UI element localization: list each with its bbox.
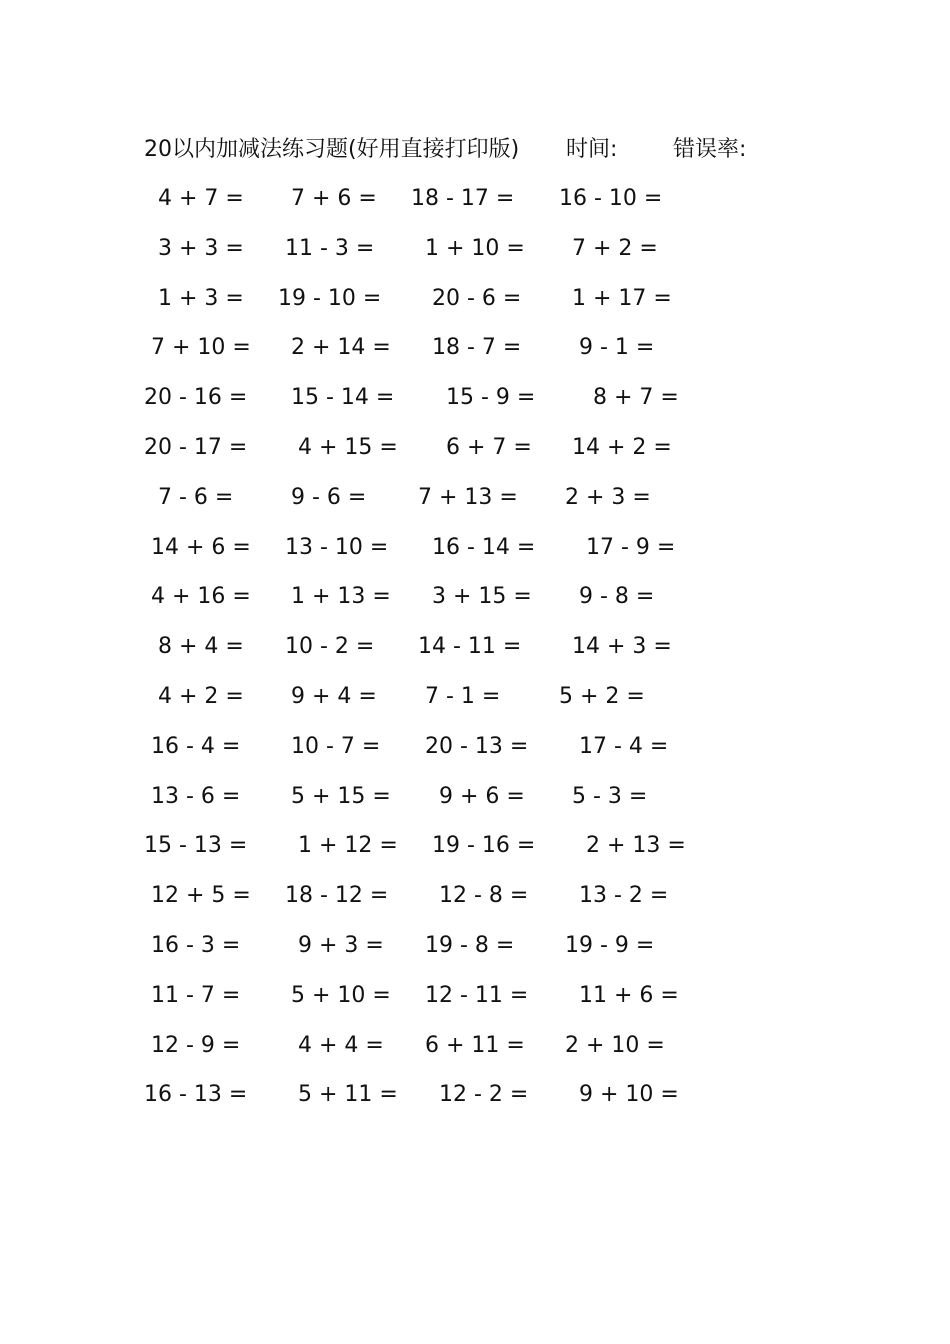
problem-item: 8 + 4 = [158, 634, 244, 660]
problem-item: 4 + 15 = [298, 435, 398, 460]
problem-item: 9 - 6 = [291, 484, 367, 510]
problem-item: 4 + 4 = [298, 1032, 384, 1058]
problem-item: 5 + 2 = [559, 684, 645, 709]
problem-item: 3 + 3 = [158, 235, 244, 261]
problem-item: 11 + 6 = [579, 982, 679, 1008]
problem-item: 7 + 10 = [151, 335, 251, 361]
problem-item: 14 + 3 = [572, 634, 672, 660]
problem-item: 10 - 7 = [291, 733, 381, 759]
problem-item: 17 - 4 = [579, 733, 669, 759]
problem-item: 20 - 16 = [144, 385, 248, 411]
problem-item: 8 + 7 = [593, 385, 679, 411]
problem-item: 12 + 5 = [151, 883, 251, 909]
problem-item: 1 + 12 = [298, 833, 398, 859]
problem-item: 18 - 17 = [411, 186, 515, 211]
problem-item: 9 - 1 = [579, 335, 655, 361]
problem-item: 2 + 10 = [565, 1032, 665, 1058]
problem-item: 20 - 17 = [144, 435, 248, 460]
problem-item: 9 + 10 = [579, 1082, 679, 1108]
problem-item: 15 - 14 = [291, 385, 395, 411]
problem-item: 1 + 13 = [291, 584, 391, 610]
problem-item: 15 - 9 = [446, 385, 536, 411]
problem-item: 4 + 16 = [151, 584, 251, 610]
problem-item: 13 - 6 = [151, 783, 241, 809]
problem-item: 16 - 13 = [144, 1082, 248, 1108]
problem-item: 7 + 6 = [291, 186, 377, 211]
problem-item: 5 + 10 = [291, 982, 391, 1008]
problem-item: 9 + 6 = [439, 783, 525, 809]
problem-item: 1 + 10 = [425, 235, 525, 261]
problem-item: 12 - 9 = [151, 1032, 241, 1058]
problem-item: 1 + 17 = [572, 285, 672, 311]
problem-item: 14 + 6 = [151, 534, 251, 560]
problem-item: 2 + 13 = [586, 833, 686, 859]
problem-item: 7 + 13 = [418, 484, 518, 510]
problem-item: 3 + 15 = [432, 584, 532, 610]
problem-item: 15 - 13 = [144, 833, 248, 859]
problem-item: 2 + 14 = [291, 335, 391, 361]
problem-item: 16 - 14 = [432, 534, 536, 560]
problem-item: 18 - 7 = [432, 335, 522, 361]
problem-item: 19 - 16 = [432, 833, 536, 859]
problem-item: 9 + 3 = [298, 933, 384, 958]
problem-item: 6 + 7 = [446, 435, 532, 460]
problem-item: 17 - 9 = [586, 534, 676, 560]
problem-item: 9 + 4 = [291, 684, 377, 709]
problem-item: 2 + 3 = [565, 484, 651, 510]
problem-item: 13 - 10 = [285, 534, 389, 560]
problem-item: 11 - 3 = [285, 235, 375, 261]
problem-item: 13 - 2 = [579, 883, 669, 909]
problem-item: 12 - 8 = [439, 883, 529, 909]
problem-item: 12 - 2 = [439, 1082, 529, 1108]
problem-item: 16 - 10 = [559, 186, 663, 211]
problem-item: 11 - 7 = [151, 982, 241, 1008]
problem-item: 20 - 6 = [432, 285, 522, 311]
worksheet-title: 20以内加减法练习题(好用直接打印版) [144, 137, 520, 162]
problem-item: 19 - 9 = [565, 933, 655, 958]
problem-item: 5 - 3 = [572, 783, 648, 809]
problem-item: 9 - 8 = [579, 584, 655, 610]
problem-item: 14 - 11 = [418, 634, 522, 660]
time-label: 时间: [566, 137, 618, 162]
problem-item: 10 - 2 = [285, 634, 375, 660]
problem-item: 7 - 6 = [158, 484, 234, 510]
problem-item: 6 + 11 = [425, 1032, 525, 1058]
problem-item: 4 + 2 = [158, 684, 244, 709]
problem-item: 7 - 1 = [425, 684, 501, 709]
problem-item: 5 + 11 = [298, 1082, 398, 1108]
problem-item: 7 + 2 = [572, 235, 658, 261]
problem-item: 16 - 3 = [151, 933, 241, 958]
problem-item: 18 - 12 = [285, 883, 389, 909]
problem-item: 19 - 10 = [278, 285, 382, 311]
problem-item: 20 - 13 = [425, 733, 529, 759]
problem-item: 19 - 8 = [425, 933, 515, 958]
problem-item: 14 + 2 = [572, 435, 672, 460]
problem-item: 5 + 15 = [291, 783, 391, 809]
problem-item: 4 + 7 = [158, 186, 244, 211]
problem-item: 16 - 4 = [151, 733, 241, 759]
problem-item: 1 + 3 = [158, 285, 244, 311]
error-rate-label: 错误率: [673, 137, 747, 162]
problem-item: 12 - 11 = [425, 982, 529, 1008]
